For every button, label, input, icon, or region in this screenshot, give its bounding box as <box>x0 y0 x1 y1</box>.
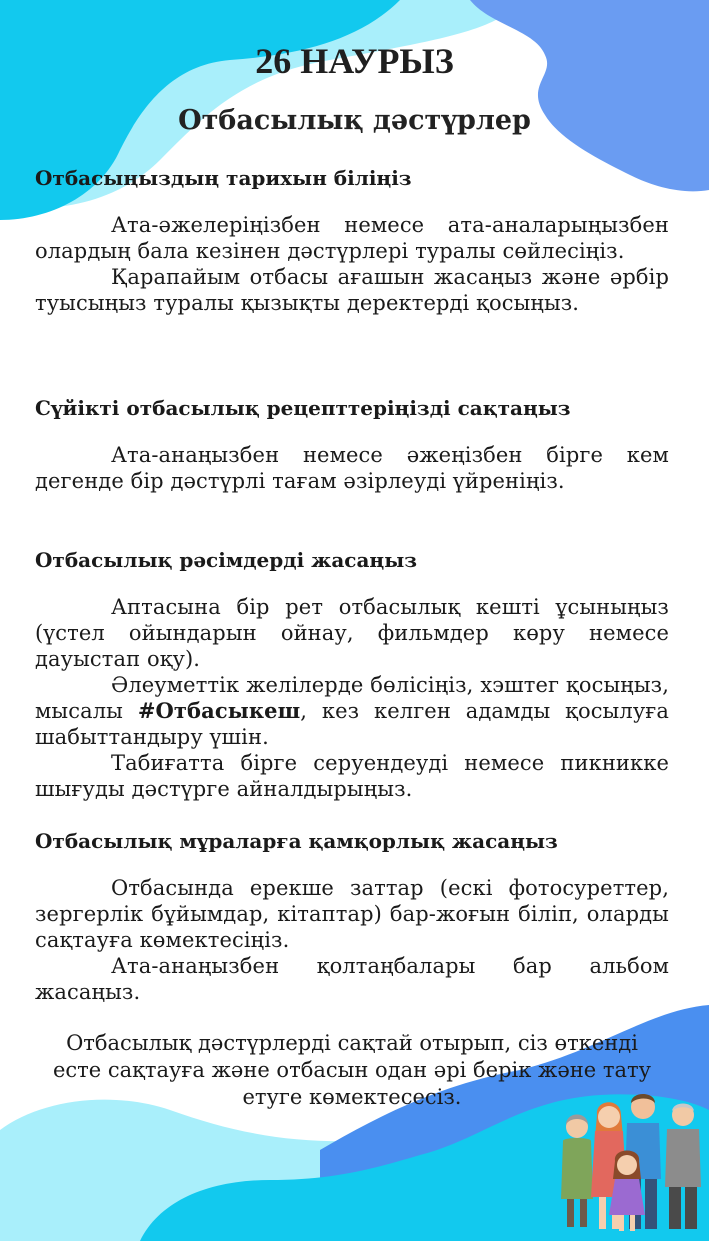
grandfather-figure <box>665 1104 701 1230</box>
section-paragraph: Отбасында ерекше заттар (ескі фотосуреттер, зергерлік бұйымдар, кітаптар) бар-жоғын біліп, оларды сақтауға көмектесіңіз. <box>35 876 669 952</box>
grandmother-figure <box>561 1115 593 1228</box>
page-subtitle: Отбасылық дәстүрлер <box>178 105 531 136</box>
section-paragraph: Табиғатта бірге серуендеуді немесе пикникке шығуды дәстүрге айналдырыңыз. <box>35 751 669 801</box>
section-paragraph: Ата-анаңызбен қолтаңбалары бар альбом жасаңыз. <box>35 954 669 1004</box>
paragraph-text: Әлеуметтік желілерде бөлісіңіз, хэштег қосыңыз, мысалы <box>35 673 669 723</box>
paragraph-text: , кез келген адамды қосылуға шабыттандыру үшін. <box>35 699 669 749</box>
page-date-title: 26 НАУРЫЗ <box>255 41 454 81</box>
section-heading: Сүйікті отбасылық рецепттеріңізді сақтаңыз <box>35 396 571 420</box>
section-paragraph: Аптасына бір рет отбасылық кешті ұсыныңыз (үстел ойындарын ойнау, фильмдер көру немесе дауыстап оқу). <box>35 595 669 671</box>
section-family-history <box>35 166 669 316</box>
family-illustration <box>555 1087 705 1237</box>
section-family-rituals <box>35 548 669 802</box>
section-paragraph: Ата-әжелеріңізбен немесе ата-аналарыңызбен олардың бала кезінен дәстүрлері туралы сөйлесіңіз. <box>35 213 669 263</box>
section-heading: Отбасылық мұраларға қамқорлық жасаңыз <box>35 829 558 853</box>
section-family-heritage <box>35 829 669 1005</box>
closing-text: Отбасылық дәстүрлерді сақтай отырып, сіз өткенді есте сақтауға және отбасын одан әрі берік және тату етуге көмектесесіз. <box>52 1031 652 1109</box>
section-paragraph <box>35 672 669 750</box>
hashtag: #Отбасыкеш <box>137 698 301 723</box>
section-family-recipes <box>35 396 669 494</box>
section-heading: Отбасыңыздың тарихын біліңіз <box>35 166 412 190</box>
section-paragraph: Қарапайым отбасы ағашын жасаңыз және әрбір туысыңыз туралы қызықты деректерді қосыңыз. <box>35 265 669 315</box>
section-heading: Отбасылық рәсімдерді жасаңыз <box>35 548 418 572</box>
section-paragraph: Ата-анаңызбен немесе әжеңізбен бірге кем дегенде бір дәстүрлі тағам әзірлеуді үйреніңіз. <box>35 443 669 493</box>
